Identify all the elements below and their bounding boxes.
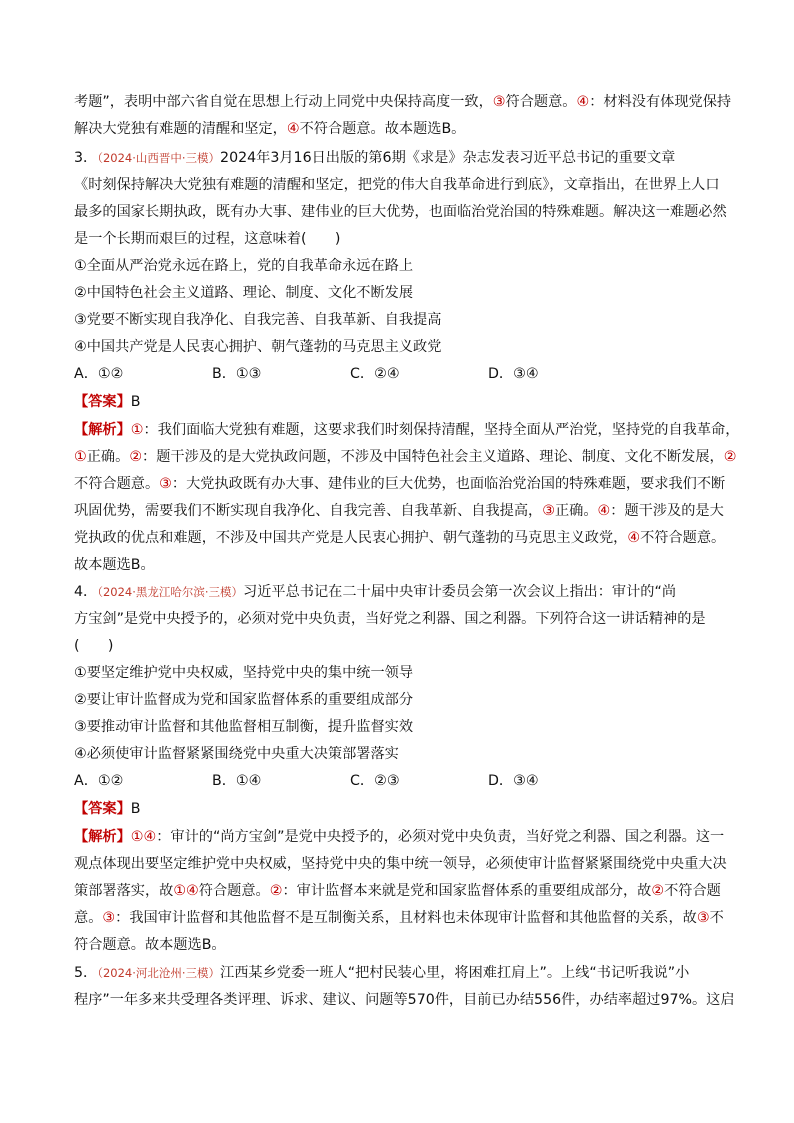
text-line <box>74 582 724 602</box>
text-line <box>74 119 724 139</box>
text-line <box>74 420 740 440</box>
text-span: ③要推动审计监督和其他监督相互制衡，提升监督实效 <box>74 719 414 735</box>
text-span: ①要坚定维护党中央权威，坚持党中央的集中统一领导 <box>74 665 414 681</box>
text-line <box>74 609 724 629</box>
text-line <box>74 392 724 412</box>
text-line <box>74 256 724 276</box>
text-line <box>74 799 724 819</box>
text-span: ：我们面临大党独有难题，这要求我们时刻保持清醒，坚持全面从严治党，坚持党的自我革命， <box>143 422 740 438</box>
text-span: 正确。 <box>554 503 598 519</box>
highlight-text: ③ <box>542 503 555 519</box>
text-span: 不符合题 <box>664 883 721 899</box>
text-line <box>74 663 724 683</box>
text-line <box>74 148 724 168</box>
text-span: 不符合题意。 <box>640 530 726 546</box>
source-tag: （2024·黑龙江哈尔滨·三模） <box>97 585 244 599</box>
highlight-text: ③ <box>102 910 116 926</box>
text-line <box>74 827 724 847</box>
option: C．②③ <box>350 773 400 789</box>
text-span: 符合题意。 <box>198 883 270 899</box>
text-span: 考题”，表明中部六省自觉在思想上行动上同党中央保持高度一致， <box>74 94 493 110</box>
text-line <box>74 310 724 330</box>
text-span: B <box>130 394 141 410</box>
text-span: 《时刻保持解决大党独有难题的清醒和坚定，把党的伟大自我革命进行到底》，文章指出，在世界上人口 <box>74 177 720 193</box>
text-span: 解决大党独有难题的清醒和坚定， <box>74 121 287 137</box>
highlight-text: 【答案】 <box>74 801 131 817</box>
option: B．①③ <box>212 366 262 382</box>
text-span: 符合题意。 <box>505 94 577 110</box>
highlight-text: ①④ <box>130 829 157 845</box>
text-span: ：材料没有体现党保持 <box>589 94 732 110</box>
highlight-text: ④ <box>597 503 611 519</box>
highlight-text: ② <box>723 449 737 465</box>
highlight-text: ② <box>269 883 283 899</box>
text-span: 符合题意。故本题选B。 <box>74 937 226 953</box>
text-span: ②要让审计监督成为党和国家监督体系的重要组成部分 <box>74 692 414 708</box>
text-line <box>74 447 737 467</box>
text-line <box>74 717 724 737</box>
option: D．③④ <box>488 773 539 789</box>
highlight-text: 【答案】 <box>74 394 131 410</box>
highlight-text: ④ <box>627 530 641 546</box>
text-line <box>74 202 727 222</box>
text-span: ：题干涉及的是大党执政问题，不涉及中国特色社会主义道路、理论、制度、文化不断发展， <box>142 449 724 465</box>
highlight-text: ② <box>129 449 143 465</box>
text-span: 不 <box>709 910 724 926</box>
text-span: ：审计的“尚方宝剑”是党中央授予的，必须对党中央负责，当好党之利器、国之利器。这一 <box>156 829 725 845</box>
text-span: 江西某乡党委一班人“把村民装心里，将困难扛肩上”。上线“书记听我说”小 <box>220 965 690 981</box>
text-line <box>74 175 724 195</box>
text-line <box>74 881 724 901</box>
text-line <box>74 92 732 112</box>
text-span: 习近平总书记在二十届中央审计委员会第一次会议上指出：审计的“尚 <box>243 584 677 600</box>
text-span: 意。 <box>74 910 103 926</box>
text-span: 2024年3月16日出版的第6期《求是》杂志发表习近平总书记的重要文章 <box>220 150 676 166</box>
text-span: ③党要不断实现自我净化、自我完善、自我革新、自我提高 <box>74 312 442 328</box>
text-span: 是一个长期而艰巨的过程，这意味着( ) <box>74 231 341 247</box>
text-span: B <box>130 801 141 817</box>
text-line <box>74 501 724 521</box>
text-span: 不符合题意。 <box>74 476 160 492</box>
highlight-text: ③ <box>159 476 172 492</box>
text-span: ：大党执政既有办大事、建伟业的巨大优势，也面临治党治国的特殊难题，要求我们不断 <box>171 476 726 492</box>
text-line <box>74 337 724 357</box>
text-span: 正确。 <box>86 449 130 465</box>
text-span: 方宝剑”是党中央授予的，必须对党中央负责，当好党之利器、国之利器。下列符合这一讲话精神的是 <box>74 611 706 627</box>
text-line <box>74 283 724 303</box>
text-span: ：我国审计监督和其他监督不是互制衡关系，且材料也未体现审计监督和其他监督的关系，故 <box>115 910 697 926</box>
text-line <box>74 908 724 928</box>
text-span: ：审计监督本来就是党和国家监督体系的重要组成部分，故 <box>282 883 652 899</box>
highlight-text: 【解析】 <box>74 829 131 845</box>
text-span: 3． <box>74 150 98 166</box>
text-span: 故本题选B。 <box>74 557 155 573</box>
option: D．③④ <box>488 366 539 382</box>
text-span: 党执政的优点和难题，不涉及中国共产党是人民衷心拥护、朝气蓬勃的马克思主义政党， <box>74 530 628 546</box>
text-span: 不符合题意。故本题选B。 <box>299 121 466 137</box>
highlight-text: ③ <box>696 910 710 926</box>
text-span: ④必须使审计监督紧紧围绕党中央重大决策部署落实 <box>74 746 399 762</box>
text-line <box>74 744 724 764</box>
text-span: ②中国特色社会主义道路、理论、制度、文化不断发展 <box>74 285 414 301</box>
highlight-text: ④ <box>286 121 300 137</box>
text-span: 最多的国家长期执政，既有办大事、建伟业的巨大优势，也面临治党治国的特殊难题。解决这一难题必然 <box>74 204 727 220</box>
highlight-text: ④ <box>576 94 590 110</box>
source-tag: （2024·山西晋中·三模） <box>97 151 221 165</box>
highlight-text: ③ <box>492 94 506 110</box>
text-span: 观点体现出要坚定维护党中央权威，坚持党中央的集中统一领导，必须使审计监督紧紧围绕党中央重大决 <box>74 856 727 872</box>
text-span: ①全面从严治党永远在路上，党的自我革命永远在路上 <box>74 258 414 274</box>
text-span: ④中国共产党是人民衷心拥护、朝气蓬勃的马克思主义政党 <box>74 339 442 355</box>
text-line <box>74 229 724 249</box>
text-line <box>74 854 727 874</box>
text-span: 巩固优势，需要我们不断实现自我净化、自我完善、自我革新、自我提高， <box>74 503 543 519</box>
text-line <box>74 528 724 548</box>
option: A．①② <box>74 366 124 382</box>
text-line <box>74 474 724 494</box>
option: C．②④ <box>350 366 400 382</box>
text-line <box>74 690 724 710</box>
text-span: ( ) <box>74 638 114 654</box>
answer-options <box>74 364 724 384</box>
text-span: 策部署落实，故 <box>74 883 174 899</box>
text-span: ：题干涉及的是大 <box>610 503 724 519</box>
highlight-text: ① <box>130 422 144 438</box>
text-line <box>74 990 735 1010</box>
highlight-text: ② <box>651 883 665 899</box>
text-span: 5． <box>74 965 98 981</box>
text-line <box>74 555 724 575</box>
text-span: 4． <box>74 584 98 600</box>
highlight-text: ①④ <box>173 883 199 899</box>
highlight-text: ① <box>74 449 87 465</box>
option: B．①④ <box>212 773 262 789</box>
source-tag: （2024·河北沧州·三模） <box>97 966 221 980</box>
text-span: 程序”一年多来共受理各类评理、诉求、建议、问题等570件，目前已办结556件，办结率超过97%。这启 <box>74 992 735 1008</box>
text-line <box>74 636 724 656</box>
option: A．①② <box>74 773 124 789</box>
text-line <box>74 963 724 983</box>
answer-options <box>74 771 724 791</box>
text-line <box>74 935 724 955</box>
highlight-text: 【解析】 <box>74 422 131 438</box>
